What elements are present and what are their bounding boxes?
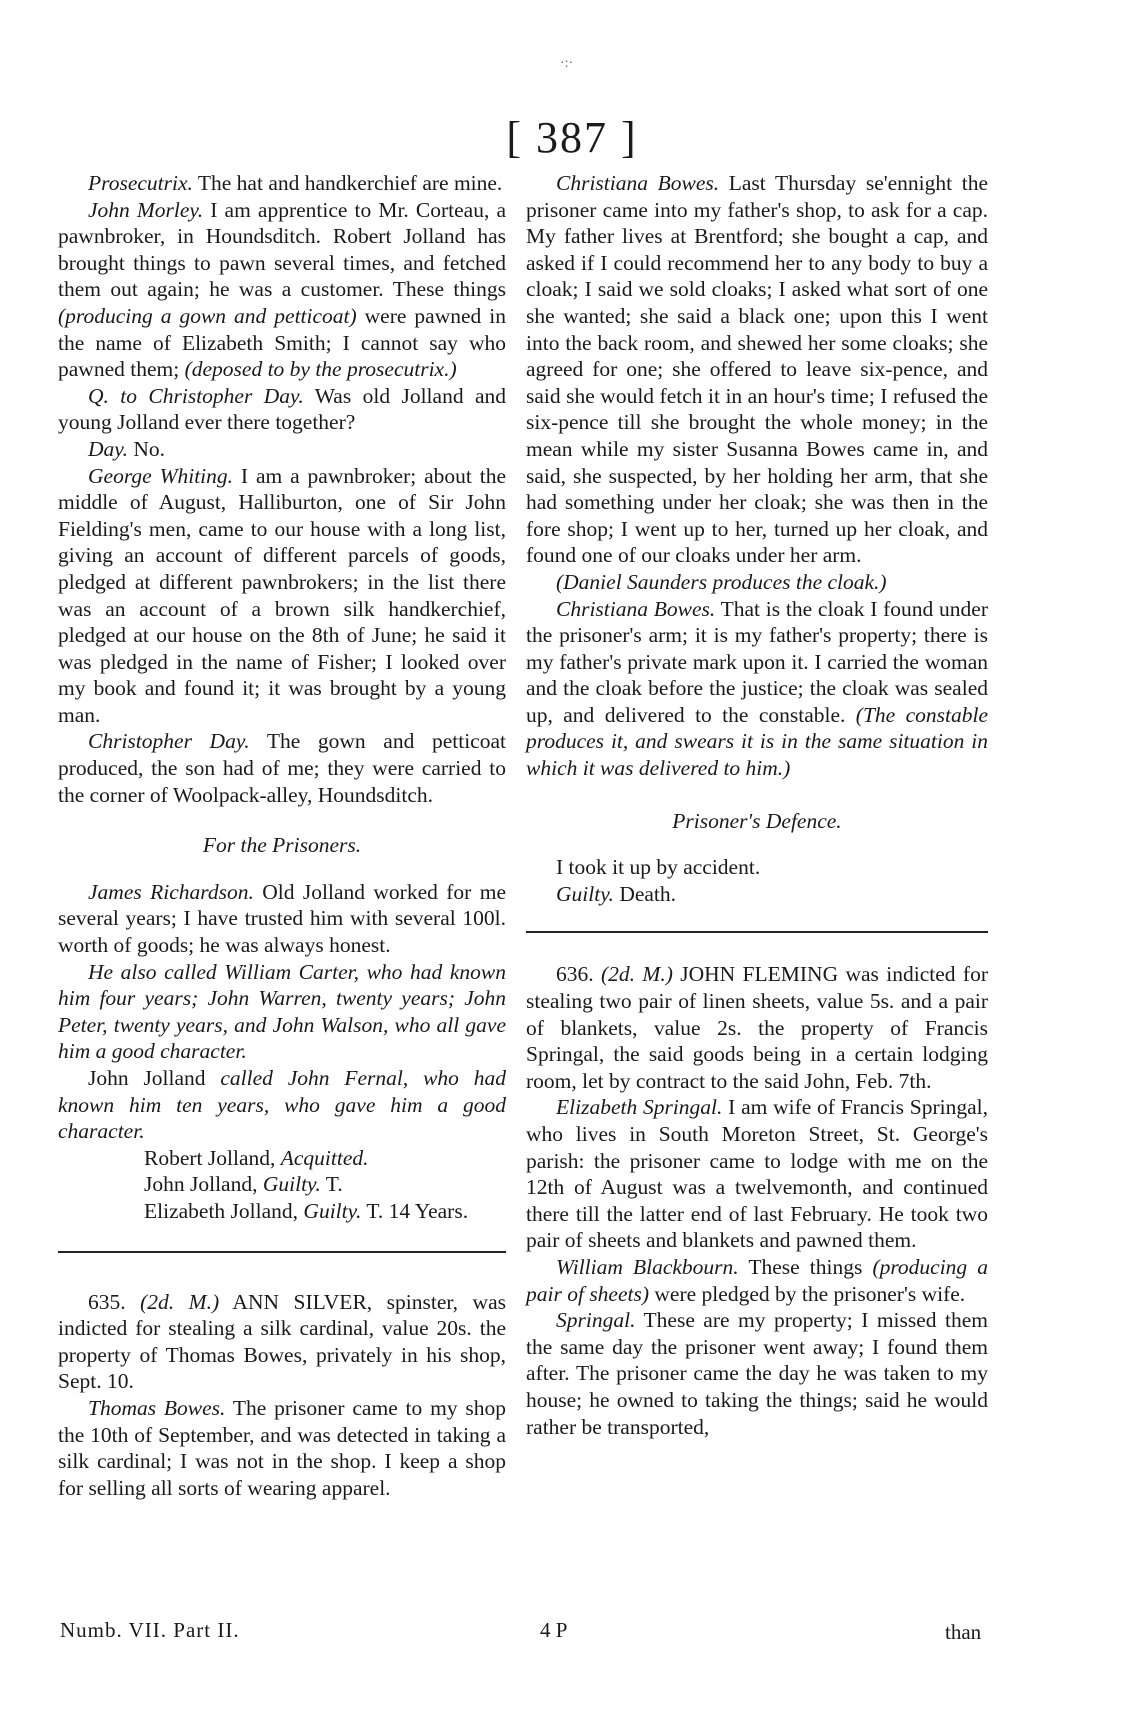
speaker: James Richardson. (88, 879, 254, 904)
text: The gown and petticoat produced, the son had of me; they were carried to the corner of Woolpack-alley, Houndsditch. (58, 729, 506, 807)
text: was indicted for stealing two pair of linen sheets, value 5s. and a pair of blankets, value 2s. the property of Francis Springal, the said goods being in a certain lodging room, let by contract to the said John, Feb. 7th. (526, 962, 988, 1093)
divider-rule (526, 931, 988, 933)
defendant-name: Robert Jolland, (144, 1145, 276, 1170)
footer-signature: Numb. VII. Part II. (60, 1618, 240, 1642)
speaker: Springal. (556, 1308, 636, 1333)
verdict-result: Guilty. (262, 1172, 321, 1197)
speaker: Q. to Christopher Day. (88, 383, 304, 408)
paragraph (526, 596, 988, 782)
text: These things (738, 1254, 873, 1279)
stage-direction: (deposed to by the prosecutrix.) (184, 357, 457, 382)
stage-note (526, 569, 988, 596)
sentence: T. 14 Years. (361, 1198, 469, 1223)
sentence: Death. (619, 881, 677, 906)
paragraph (58, 1065, 506, 1145)
defendant: ANN SILVER, (219, 1289, 373, 1314)
speaker: Christiana Bowes. (556, 596, 716, 621)
verdict-line (144, 1145, 506, 1172)
court-ref: (2d. M.) (140, 1289, 220, 1314)
case-intro (526, 961, 988, 1094)
text: Was old Jolland and young Jolland ever there together? (58, 383, 506, 435)
speaker: Christiana Bowes. (556, 171, 720, 195)
paragraph (58, 463, 506, 729)
paragraph (58, 728, 506, 808)
stage-direction: (The constable produces it, and swears it is in the same situation in which it was delivered to him.) (526, 702, 988, 781)
speaker: Elizabeth Springal. (556, 1095, 723, 1120)
divider-rule (58, 1251, 506, 1253)
speaker: William Blackbourn. (556, 1254, 739, 1279)
case-number: 636. (556, 962, 601, 987)
case-intro (58, 1289, 506, 1395)
page-ornament: ·:· (560, 56, 574, 71)
text: Last Thursday se'ennight the prisoner came into my father's shop, to ask for a cap. My father lives at Brentford; she bought a cap, and asked if I could recommend her to any body to buy a cloak; I said we sold cloaks; I asked what sort of one she wanted; she said a black one; upon this I went into the back room, and shewed her some cloaks; she agreed for one; she offered to leave six-pence, and said she would fetch it in an hour's time; I refused the six-pence till she brought the whole money; in the mean while my sister Susanna Bowes came in, and said, she suspected, by her holding her arm, that she had something under her cloak; she was then in the fore shop; I went up to her, turned up her cloak, and found one of our cloaks under her arm. (526, 171, 988, 568)
paragraph (58, 197, 506, 383)
verdict-line (144, 1198, 506, 1225)
verdict-result: Acquitted. (280, 1145, 369, 1170)
speaker: Day. (88, 436, 129, 461)
text: I am apprentice to Mr. Corteau, a pawnbroker, in Houndsditch. Robert Jolland has brought things to pawn several times, and fetched them out again; he was a customer. These things (58, 197, 506, 302)
paragraph (58, 436, 506, 463)
defence-statement: I took it up by accident. (556, 855, 761, 880)
paragraph (58, 1395, 506, 1501)
section-heading: Prisoner's Defence. (672, 808, 842, 833)
paragraph (58, 170, 506, 197)
paragraph (58, 959, 506, 1065)
speaker: John Morley. (88, 197, 204, 222)
defendant: JOHN FLEMING (672, 962, 839, 987)
verdict-block (58, 1145, 506, 1225)
defendant-name: John Jolland, (144, 1172, 258, 1197)
page-number: [ 387 ] (506, 113, 638, 162)
sentence: T. (320, 1172, 343, 1197)
paragraph (526, 1094, 988, 1254)
verdict-line (144, 1171, 506, 1198)
text: spinster, was indicted for stealing a silk cardinal, value 20s. the property of Thomas Bowes, privately in his shop, Sept. 10. (58, 1289, 506, 1394)
paragraph (526, 1307, 988, 1440)
text: were pawned in the name of Elizabeth Smith; I cannot say who pawned them; (58, 303, 506, 382)
text: These are my property; I missed them the same day the prisoner went away; I found them after. The prisoner came the day he was taken to my house; he owned to taking the things; said he would rather be transported, (526, 1308, 988, 1439)
section-heading: For the Prisoners. (202, 833, 362, 858)
stage-direction: (producing a pair of sheets) (526, 1254, 989, 1306)
text: Old Jolland worked for me several years; I have trusted him with several 100l. worth of goods; he was always honest. (58, 879, 506, 958)
verdict-result: Guilty. (556, 881, 614, 906)
speaker: Christopher Day. (88, 729, 250, 754)
paragraph (526, 170, 988, 569)
text: The hat and handkerchief are mine. (192, 171, 503, 195)
speaker: Prosecutrix. (88, 171, 193, 195)
court-ref: (2d. M.) (601, 962, 673, 987)
text: No. (128, 436, 166, 461)
verdict-line (526, 881, 988, 908)
stage-direction: (producing a gown and petticoat) (58, 303, 357, 328)
case-number: 635. (88, 1289, 141, 1314)
text: That is the cloak I found under the prisoner's arm; it is my father's property; there is my father's private mark upon it. I carried the woman and the cloak before the justice; the cloak was sealed up, and delivered to the constable. (526, 596, 988, 727)
paragraph (58, 879, 506, 959)
speaker: Thomas Bowes. (88, 1395, 226, 1420)
catchword: than (945, 1620, 982, 1644)
speaker: George Whiting. (88, 463, 234, 488)
stage-direction: (Daniel Saunders produces the cloak.) (556, 569, 887, 594)
text: The prisoner came to my shop the 10th of September, and was detected in taking a silk cardinal; I was not in the shop. I keep a shop for selling all sorts of wearing apparel. (58, 1395, 507, 1500)
defendant-name: Elizabeth Jolland, (144, 1198, 299, 1223)
text: I am wife of Francis Springal, who lives in South Moreton Street, St. George's parish: the prisoner came to lodge with me on the 12th of August was a twelvemonth, and continued there till the latter end of last February. He took two pair of sheets and blankets and pawned them. (526, 1095, 988, 1253)
signature-mark: 4 P (540, 1618, 568, 1642)
italic-text: called John Fernal, who had known him ten years, who gave him a good character. (58, 1066, 506, 1144)
paragraph (58, 383, 506, 436)
right-column (526, 170, 988, 1440)
left-column (58, 170, 506, 1501)
italic-text: He also called William Carter, who had known him four years; John Warren, twenty years; John Peter, twenty years, and John Walson, who all gave him a good character. (58, 959, 506, 1064)
text: I am a pawnbroker; about the middle of August, Halliburton, one of Sir John Fielding's men, came to our house with a long list, giving an account of different parcels of goods, pledged at different pawnbrokers; in the list there was an account of a brown silk handkerchief, pledged at our house on the 8th of June; he said it was pledged in the name of Fisher; I looked over my book and found it; it was brought by a young man. (58, 463, 507, 727)
text: were pledged by the prisoner's wife. (649, 1281, 966, 1306)
paragraph (526, 1254, 988, 1307)
verdict-result: Guilty. (303, 1198, 362, 1223)
text: John Jolland (88, 1066, 221, 1090)
